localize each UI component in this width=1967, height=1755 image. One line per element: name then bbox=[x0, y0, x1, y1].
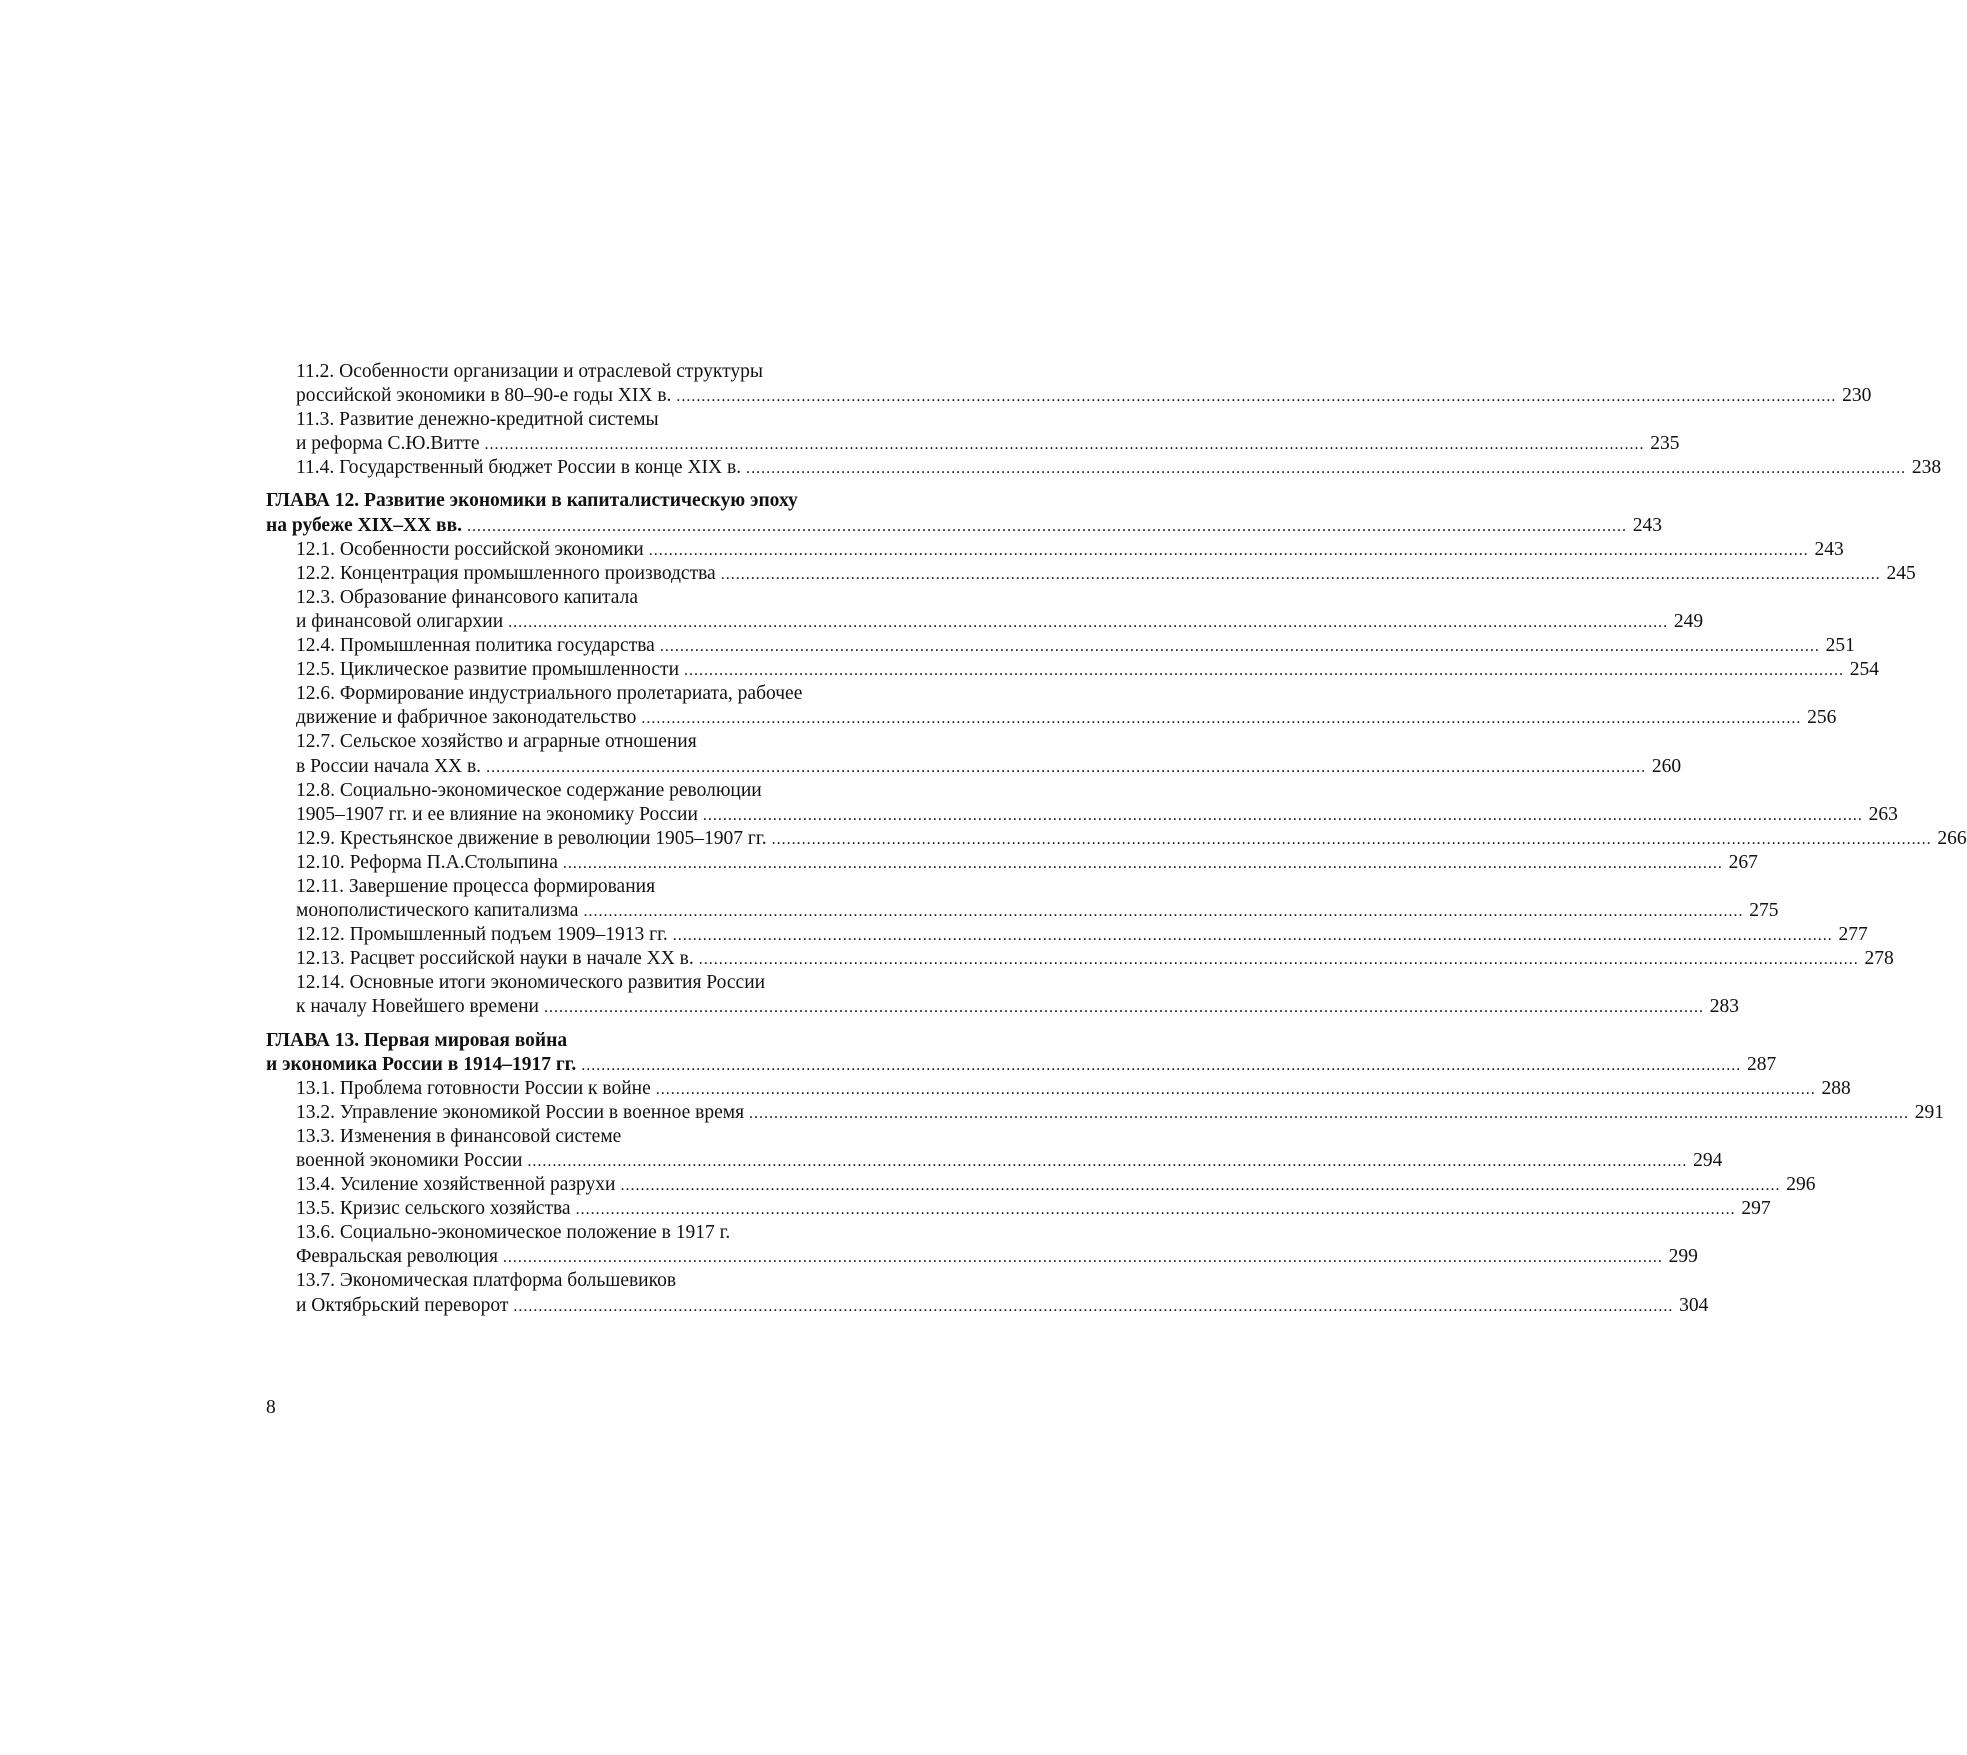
toc-chapter-title: ГЛАВА 13. Первая мировая война bbox=[266, 1029, 568, 1051]
toc-entry-12-3 bbox=[266, 610, 1704, 634]
dot-leader bbox=[486, 756, 1646, 780]
toc-page-number: 297 bbox=[1741, 1198, 1771, 1220]
dot-leader bbox=[772, 828, 1932, 852]
dot-leader bbox=[660, 635, 1820, 659]
toc-entry-12-3-line1 bbox=[266, 586, 948, 610]
toc-entry-12-8-line1 bbox=[266, 779, 948, 803]
toc-page-number: 235 bbox=[1650, 433, 1680, 455]
toc-entry-title: 13.1. Проблема готовности России к войне bbox=[296, 1077, 651, 1099]
toc-entry-title: 13.6. Социально-экономическое положение в 1917 г. bbox=[296, 1222, 731, 1244]
toc-chapter-12 bbox=[266, 514, 1662, 538]
toc-page-number: 245 bbox=[1886, 562, 1916, 584]
toc-entry-title: военной экономики России bbox=[296, 1150, 523, 1171]
toc-entry-12-7-line1 bbox=[266, 730, 948, 754]
toc-entry-11-4 bbox=[266, 456, 1942, 480]
dot-leader bbox=[503, 1246, 1663, 1270]
toc-page-number: 277 bbox=[1838, 924, 1868, 946]
toc-entry-title: 13.5. Кризис сельского хозяйства bbox=[296, 1198, 571, 1220]
toc-entry-title: 12.4. Промышленная политика государства bbox=[296, 635, 655, 657]
toc-entry-12-9 bbox=[266, 827, 1967, 851]
toc-entry-12-8 bbox=[266, 803, 1898, 827]
toc-entry-title: и реформа С.Ю.Витте bbox=[296, 433, 480, 455]
toc-page-number: 251 bbox=[1825, 635, 1855, 657]
toc-entry-title: 13.4. Усиление хозяйственной разрухи bbox=[296, 1174, 616, 1196]
toc-entry-12-6-line1 bbox=[266, 682, 948, 706]
toc-page-number: 243 bbox=[1632, 514, 1662, 536]
dot-leader bbox=[583, 900, 1743, 924]
toc-entry-13-7-line1 bbox=[266, 1269, 948, 1293]
dot-leader bbox=[721, 563, 1881, 587]
toc-entry-title: 1905–1907 гг. и ее влияние на экономику России bbox=[296, 803, 698, 825]
toc-entry-title: монополистического капитализма bbox=[296, 900, 579, 922]
dot-leader bbox=[641, 707, 1801, 731]
toc-page-number: 230 bbox=[1842, 385, 1872, 407]
toc-entry-title: 12.1. Особенности российской экономики bbox=[296, 538, 644, 560]
toc-entry-13-7 bbox=[266, 1294, 1709, 1318]
toc-chapter-13-line1 bbox=[266, 1029, 948, 1053]
dot-leader bbox=[656, 1078, 1816, 1102]
toc-entry-13-5 bbox=[266, 1197, 1771, 1221]
toc-entry-11-3-line1 bbox=[266, 408, 948, 432]
toc-entry-title: движение и фабричное законодательство bbox=[296, 707, 637, 729]
toc-page-number: 287 bbox=[1746, 1053, 1777, 1075]
toc-page-number: 260 bbox=[1651, 755, 1682, 777]
toc-entry-13-2 bbox=[266, 1101, 1945, 1125]
dot-leader bbox=[649, 539, 1809, 563]
toc-chapter-title: на рубеже XIX–XX вв. bbox=[266, 514, 462, 536]
dot-leader bbox=[620, 1174, 1780, 1198]
dot-leader bbox=[581, 1054, 1741, 1078]
toc-entry-12-7 bbox=[266, 755, 1682, 779]
toc-entry-title: и Октябрьский переворот bbox=[296, 1294, 509, 1316]
toc-page-number: 278 bbox=[1864, 948, 1894, 970]
toc-page-number: 249 bbox=[1673, 610, 1704, 632]
dot-leader bbox=[484, 433, 1644, 457]
page-number: 8 bbox=[266, 1397, 276, 1418]
toc-chapter-13 bbox=[266, 1053, 1777, 1077]
toc-entry-13-1 bbox=[266, 1077, 1851, 1101]
toc-chapter-title: и экономика России в 1914–1917 гг. bbox=[266, 1053, 577, 1075]
dot-leader bbox=[703, 804, 1863, 828]
toc-entry-title: 11.3. Развитие денежно-кредитной системы bbox=[296, 409, 659, 431]
dot-leader bbox=[684, 659, 1844, 683]
toc-entry-title: 12.11. Завершение процесса формирования bbox=[296, 875, 656, 897]
toc-page-number: 266 bbox=[1937, 827, 1967, 849]
toc-entry-12-2 bbox=[266, 562, 1916, 586]
toc-page-number: 283 bbox=[1709, 996, 1739, 1018]
toc-entry-12-11 bbox=[266, 899, 1779, 923]
toc-entry-title: 12.7. Сельское хозяйство и аграрные отношения bbox=[296, 731, 697, 753]
toc-page-number: 288 bbox=[1821, 1077, 1851, 1099]
toc-entry-13-3 bbox=[266, 1149, 1723, 1173]
dot-leader bbox=[676, 385, 1836, 409]
toc-chapter-12-line1 bbox=[266, 489, 948, 513]
toc-page-number: 291 bbox=[1914, 1101, 1945, 1123]
toc-page-number: 275 bbox=[1749, 900, 1779, 922]
toc-entry-12-4 bbox=[266, 634, 1855, 658]
toc-entry-11-2-line1 bbox=[266, 360, 948, 384]
table-of-contents bbox=[266, 360, 1967, 1318]
toc-entry-12-5 bbox=[266, 658, 1880, 682]
toc-entry-11-3 bbox=[266, 432, 1680, 456]
toc-page-number: 299 bbox=[1668, 1246, 1698, 1268]
toc-entry-12-13 bbox=[266, 947, 1894, 971]
dot-leader bbox=[563, 852, 1723, 876]
dot-leader bbox=[527, 1150, 1687, 1174]
toc-entry-title: 13.2. Управление экономикой России в военное время bbox=[296, 1101, 745, 1123]
toc-entry-title: в России начала XX в. bbox=[296, 755, 482, 777]
dot-leader bbox=[467, 515, 1627, 539]
toc-entry-12-1 bbox=[266, 538, 1844, 562]
toc-entry-title: 12.8. Социально-экономическое содержание революции bbox=[296, 779, 762, 801]
dot-leader bbox=[576, 1198, 1736, 1222]
dot-leader bbox=[544, 996, 1704, 1020]
dot-leader bbox=[749, 1102, 1909, 1126]
dot-leader bbox=[673, 924, 1833, 948]
toc-page-number: 263 bbox=[1868, 803, 1898, 825]
toc-entry-13-6 bbox=[266, 1245, 1698, 1269]
toc-entry-title: 13.7. Экономическая платформа большевиков bbox=[296, 1270, 677, 1292]
toc-entry-title: и финансовой олигархии bbox=[296, 610, 504, 632]
toc-entry-12-11-line1 bbox=[266, 875, 948, 899]
toc-entry-title: 12.5. Циклическое развитие промышленности bbox=[296, 659, 680, 681]
toc-entry-title: 12.2. Концентрация промышленного производства bbox=[296, 562, 716, 584]
toc-entry-title: 13.3. Изменения в финансовой системе bbox=[296, 1125, 622, 1147]
toc-entry-title: 12.14. Основные итоги экономического развития России bbox=[296, 972, 766, 994]
toc-entry-title: 12.13. Расцвет российской науки в начале XX в. bbox=[296, 948, 694, 970]
dot-leader bbox=[699, 948, 1859, 972]
toc-entry-title: 12.9. Крестьянское движение в революции 1905–1907 гг. bbox=[296, 827, 767, 849]
toc-page-number: 294 bbox=[1693, 1150, 1723, 1171]
toc-entry-12-6 bbox=[266, 706, 1837, 730]
toc-entry-title: 11.4. Государственный бюджет России в конце XIX в. bbox=[296, 457, 742, 479]
toc-page-number: 256 bbox=[1807, 707, 1837, 729]
toc-entry-13-3-line1 bbox=[266, 1125, 948, 1149]
toc-entry-12-14-line1 bbox=[266, 971, 948, 995]
toc-entry-13-6-line1 bbox=[266, 1221, 948, 1245]
toc-page-number: 296 bbox=[1786, 1174, 1816, 1196]
toc-entry-title: 12.6. Формирование индустриального пролетариата, рабочее bbox=[296, 683, 803, 705]
toc-entry-12-12 bbox=[266, 923, 1868, 947]
dot-leader bbox=[508, 611, 1668, 635]
toc-entry-title: 12.10. Реформа П.А.Столыпина bbox=[296, 851, 558, 873]
toc-entry-12-14 bbox=[266, 995, 1739, 1019]
toc-entry-title: российской экономики в 80–90-е годы XIX в. bbox=[296, 385, 672, 407]
dot-leader bbox=[513, 1295, 1673, 1319]
toc-page-number: 243 bbox=[1814, 538, 1844, 560]
toc-entry-13-4 bbox=[266, 1173, 1816, 1197]
toc-page-number: 254 bbox=[1849, 659, 1880, 681]
toc-entry-title: 11.2. Особенности организации и отраслевой структуры bbox=[296, 361, 764, 382]
toc-page-number: 267 bbox=[1728, 851, 1758, 873]
toc-page-number: 238 bbox=[1911, 457, 1942, 479]
toc-entry-title: Февральская революция bbox=[296, 1246, 498, 1268]
dot-leader bbox=[746, 457, 1906, 481]
toc-entry-title: 12.3. Образование финансового капитала bbox=[296, 586, 639, 608]
toc-entry-title: 12.12. Промышленный подъем 1909–1913 гг. bbox=[296, 924, 668, 946]
toc-entry-11-2 bbox=[266, 384, 1872, 408]
toc-chapter-title: ГЛАВА 12. Развитие экономики в капиталистическую эпоху bbox=[266, 490, 798, 512]
toc-entry-12-10 bbox=[266, 851, 1758, 875]
toc-entry-title: к началу Новейшего времени bbox=[296, 996, 539, 1018]
toc-page-number: 304 bbox=[1679, 1294, 1709, 1316]
